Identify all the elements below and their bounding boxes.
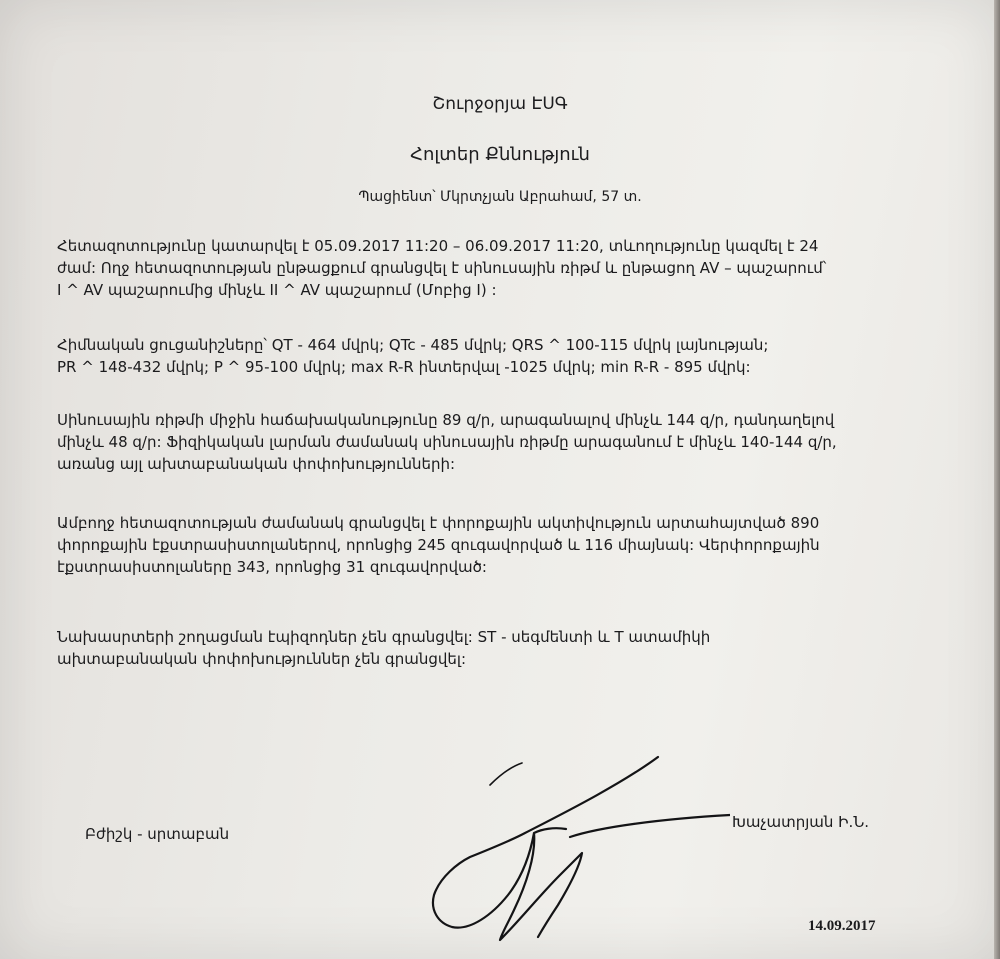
paragraph-line: Ամբողջ հետազոտության ժամանակ գրանցվել է փորոքային ակտիվություն արտահայտված 890 <box>57 514 820 532</box>
patient-line: Պացիենտ՝ Մկրտչյան Աբրահամ, 57 տ. <box>358 189 642 205</box>
paragraph-ventricular-activity <box>57 512 957 578</box>
paragraph-line: էքստրասիստոլաները 343, որոնցից 31 զուգավորված: <box>57 558 487 576</box>
paragraph-line: առանց այլ ախտաբանական փոփոխությունների: <box>57 455 456 473</box>
document-subtitle: Հոլտեր Քննություն <box>410 144 590 165</box>
paragraph-line: մինչև 48 զ/ր: Ֆիզիկական լարման ժամանակ սինուսային ռիթմը արագանում է մինչև 140-144 զ/ր, <box>57 433 837 451</box>
paragraph-line: Նախասրտերի շողացման էպիզոդներ չեն գրանցվել: ST - սեգմենտի և T ատամիկի <box>57 628 711 646</box>
doctor-role: Բժիշկ - սրտաբան <box>85 825 230 843</box>
paragraph-line: Սինուսային ռիթմի միջին հաճախականությունը 89 զ/ր, արագանալով մինչև 144 զ/ր, դանդաղելով <box>57 411 835 429</box>
paragraph-line: Հիմնական ցուցանիշները՝ QT - 464 մվրկ; QTc - 485 մվրկ; QRS ^ 100-115 մվրկ լայնության; <box>57 336 769 354</box>
paragraph-conclusion <box>57 626 957 670</box>
doctor-name: Խաչատրյան Ի.Ն. <box>732 813 870 831</box>
handwritten-signature <box>430 745 730 945</box>
paragraph-line: փորոքային էքստրասիստոլաներով, որոնցից 245 զուգավորված և 116 միայնակ: Վերփորոքային <box>57 536 820 554</box>
paragraph-line: Հետազոտությունը կատարվել է 05.09.2017 11:20 – 06.09.2017 11:20, տևողությունը կազմել է 24 <box>57 237 819 255</box>
paragraph-line: ժամ: Ողջ հետազոտության ընթացքում գրանցվել է սինուսային ռիթմ և ընթացող AV – պաշարում՝ <box>57 259 827 277</box>
paragraph-line: I ^ AV պաշարումից մինչև II ^ AV պաշարում (Մոբից I) : <box>57 281 497 299</box>
paragraph-line: ախտաբանական փոփոխություններ չեն գրանցվել: <box>57 650 467 668</box>
document-date: 14.09.2017 <box>808 918 876 934</box>
paragraph-study-period <box>57 235 957 301</box>
paragraph-main-indicators <box>57 334 957 378</box>
paragraph-sinus-rhythm <box>57 409 957 475</box>
document-title: Շուրջօրյա ԷՍԳ <box>432 94 568 114</box>
paragraph-line: PR ^ 148-432 մվրկ; P ^ 95-100 մվրկ; max R-R ինտերվալ -1025 մվրկ; min R-R - 895 մվրկ: <box>57 358 751 376</box>
